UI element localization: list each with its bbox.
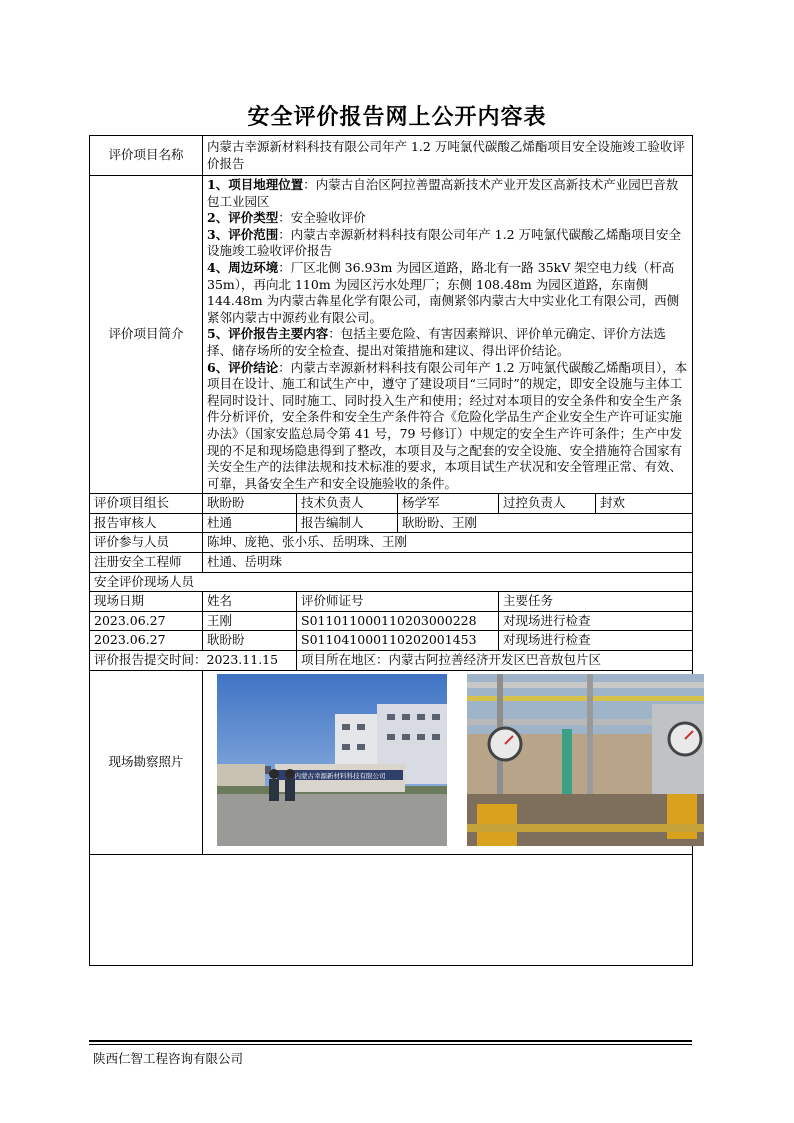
engineer-label: 注册安全工程师 bbox=[90, 553, 203, 573]
author: 耿盼盼、王刚 bbox=[398, 513, 693, 533]
cell-date: 2023.06.27 bbox=[90, 631, 203, 651]
col-header: 姓名 bbox=[203, 592, 297, 612]
intro-item: 4、周边环境：厂区北侧 36.93m 为园区道路，路北有一路 35kV 架空电力线（杆高 35m），再向北 110m 为园区污水处理厂；东侧 108.48m 为园区道路，东南侧 144.48m 为内蒙古犇星化学有限公司，南侧紧邻内蒙古大中实业化工有限公司，西侧紧邻内蒙古中源药业有限公司。 bbox=[207, 259, 680, 325]
intro-label: 评价项目简介 bbox=[90, 176, 203, 494]
page-title: 安全评价报告网上公开内容表 bbox=[247, 104, 547, 130]
tech-label: 技术负责人 bbox=[297, 494, 398, 514]
onsite-section-label: 安全评价现场人员 bbox=[90, 572, 693, 592]
project-name: 内蒙古幸源新材料科技有限公司年产 1.2 万吨氯代碳酸乙烯酯项目安全设施竣工验收评价报告 bbox=[203, 136, 693, 176]
photos-cell bbox=[203, 670, 693, 854]
intro-item: 5、评价报告主要内容：包括主要危险、有害因素辩识、评价单元确定、评价方法选择、储存场所的安全检查、提出对策措施和建议、得出评价结论。 bbox=[207, 326, 666, 358]
photos-label: 现场勘察照片 bbox=[90, 670, 203, 854]
project-name-label: 评价项目名称 bbox=[90, 136, 203, 176]
cell-cert: S011041000110202001453 bbox=[297, 631, 499, 651]
disclosure-table bbox=[89, 135, 693, 966]
intro-item: 6、评价结论：内蒙古幸源新材料科技有限公司年产 1.2 万吨氯代碳酸乙烯酯项目），本项目在设计、施工和试生产中，遵守了建设项目“三同时”的规定，即安全设施与主体工程同时设计、同时施工、同时投入生产和使用；经过对本项目的安全条件和安全生产条件分析评价，安全条件和安全生产条件符合《危险化学品生产企业安全生产许可证实施办法》（国家安监总局令第 41 号，79 号修订）中规定的安全生产许可条件；生产中发现的不足和现场隐患得到了整改，本项目及与之配套的安全设施、安全措施符合国家有关安全生产的法律法规和技术标准的要求，本项目试生产状况和安全管理正常、有效、可靠，具备安全生产和安全设施验收的条件。 bbox=[207, 359, 688, 491]
participants: 陈坤、庞艳、张小乐、岳明珠、王刚 bbox=[203, 533, 693, 553]
project-intro bbox=[203, 176, 693, 494]
table-row bbox=[90, 631, 693, 651]
cell-name: 耿盼盼 bbox=[203, 631, 297, 651]
author-label: 报告编制人 bbox=[297, 513, 398, 533]
leader-label: 评价项目组长 bbox=[90, 494, 203, 514]
cell-task: 对现场进行检查 bbox=[499, 631, 693, 651]
reviewer-label: 报告审核人 bbox=[90, 513, 203, 533]
footer-company: 陕西仁智工程咨询有限公司 bbox=[93, 1051, 244, 1066]
cell-date: 2023.06.27 bbox=[90, 611, 203, 631]
cell-task: 对现场进行检查 bbox=[499, 611, 693, 631]
svg-text:内蒙古幸源新材料科技有限公司: 内蒙古幸源新材料科技有限公司 bbox=[294, 771, 386, 780]
participants-label: 评价参与人员 bbox=[90, 533, 203, 553]
submit-time: 评价报告提交时间：2023.11.15 bbox=[90, 651, 297, 671]
intro-item: 1、项目地理位置：内蒙古自治区阿拉善盟高新技术产业开发区高新技术产业园巴音敖包工业园区 bbox=[207, 177, 679, 209]
table-row bbox=[90, 611, 693, 631]
site-photo-building bbox=[217, 674, 447, 846]
intro-item: 2、评价类型：安全验收评价 bbox=[207, 210, 366, 226]
cell-cert: S011011000110203000228 bbox=[297, 611, 499, 631]
cell-name: 王刚 bbox=[203, 611, 297, 631]
col-header: 评价师证号 bbox=[297, 592, 499, 612]
site-photo-equipment bbox=[467, 674, 704, 846]
footer-rule bbox=[89, 1040, 692, 1042]
tech: 杨学军 bbox=[398, 494, 499, 514]
process: 封欢 bbox=[596, 494, 693, 514]
project-location: 项目所在地区：内蒙古阿拉善经济开发区巴音敖包片区 bbox=[297, 651, 693, 671]
process-label: 过控负责人 bbox=[499, 494, 596, 514]
footer-rule bbox=[89, 1044, 692, 1045]
intro-item: 3、评价范围：内蒙古幸源新材料科技有限公司年产 1.2 万吨氯代碳酸乙烯酯项目安全设施竣工验收评价报告 bbox=[207, 226, 682, 259]
blank-row bbox=[90, 854, 693, 965]
col-header: 主要任务 bbox=[499, 592, 693, 612]
engineer: 杜通、岳明珠 bbox=[203, 553, 693, 573]
leader: 耿盼盼 bbox=[203, 494, 297, 514]
reviewer: 杜通 bbox=[203, 513, 297, 533]
col-header: 现场日期 bbox=[90, 592, 203, 612]
